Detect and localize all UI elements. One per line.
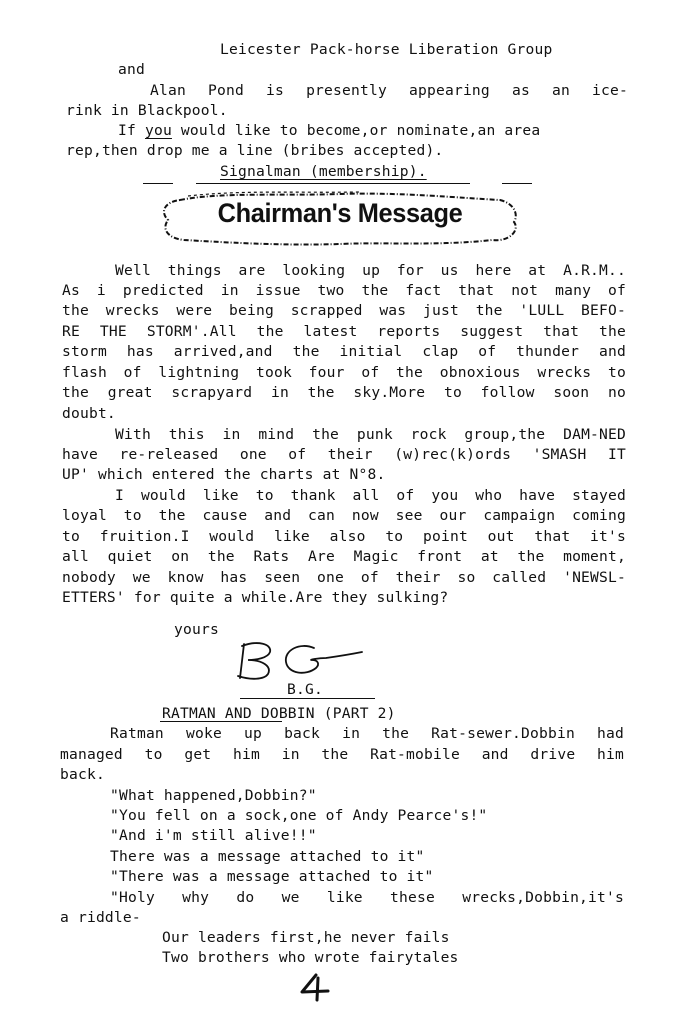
body-line: all quiet on the Rats Are Magic front at the moment, bbox=[62, 548, 626, 565]
body-line: I would like to thank all of you who have stayed bbox=[115, 487, 626, 504]
intro-line: Alan Pond is presently appearing as an ice- bbox=[150, 82, 628, 99]
body-line: UP' which entered the charts at N°8. bbox=[62, 466, 386, 483]
body-line: the wrecks were being scrapped was just the 'LULL BEFO- bbox=[62, 302, 626, 319]
divider-rule bbox=[502, 183, 532, 184]
page-number bbox=[296, 972, 332, 1002]
divider-rule bbox=[240, 698, 375, 699]
story-title: RATMAN AND DOBBIN (PART 2) bbox=[162, 705, 396, 722]
verse-line: Our leaders first,he never fails bbox=[162, 929, 450, 946]
banner-title: Chairman's Message bbox=[217, 198, 463, 228]
body-line: storm has arrived,and the initial clap of thunder and bbox=[62, 343, 626, 360]
body-line: Well things are looking up for us here at A.R.M.. bbox=[115, 262, 626, 279]
story-title-underline bbox=[160, 721, 282, 722]
story-line: managed to get him in the Rat-mobile and drive him bbox=[60, 746, 624, 763]
story-line: back. bbox=[60, 766, 105, 783]
body-line: have re-released one of their (w)rec(k)ords 'SMASH IT bbox=[62, 446, 626, 463]
chairmans-message-banner bbox=[160, 190, 520, 248]
riddle-line: a riddle- bbox=[60, 909, 141, 926]
intro-line: rink in Blackpool. bbox=[66, 102, 228, 119]
intro-line: If you would like to become,or nominate,an area bbox=[118, 122, 541, 139]
closing-yours: yours bbox=[174, 621, 219, 638]
intro-line: Leicester Pack-horse Liberation Group bbox=[220, 41, 553, 58]
body-line: the great scrapyard in the sky.More to follow soon no bbox=[62, 384, 626, 401]
body-line: nobody we know has seen one of their so called 'NEWSL- bbox=[62, 569, 626, 586]
body-line: loyal to the cause and can now see our campaign coming bbox=[62, 507, 626, 524]
body-line: RE THE STORM'.All the latest reports suggest that the bbox=[62, 323, 626, 340]
signoff-signalman: Signalman (membership). bbox=[220, 163, 427, 180]
body-line: ETTERS' for quite a while.Are they sulking? bbox=[62, 589, 449, 606]
divider-rule bbox=[196, 183, 470, 184]
dialogue-line: "There was a message attached to it" bbox=[110, 868, 434, 885]
dialogue-line: "And i'm still alive!!" bbox=[110, 827, 317, 844]
intro-line: rep,then drop me a line (bribes accepted). bbox=[66, 142, 444, 159]
dialogue-line: "What happened,Dobbin?" bbox=[110, 787, 317, 804]
initials: B.G. bbox=[287, 681, 323, 698]
dialogue-line: "You fell on a sock,one of Andy Pearce's!" bbox=[110, 807, 488, 824]
verse-line: Two brothers who wrote fairytales bbox=[162, 949, 459, 966]
body-line: With this in mind the punk rock group,the DAM-NED bbox=[115, 426, 626, 443]
divider-rule bbox=[143, 183, 173, 184]
body-line: flash of lightning took four of the obnoxious wrecks to bbox=[62, 364, 626, 381]
story-line: Ratman woke up back in the Rat-sewer.Dobbin had bbox=[110, 725, 624, 742]
intro-line: and bbox=[118, 61, 145, 78]
body-line: to fruition.I would like also to point out that it's bbox=[62, 528, 626, 545]
handwritten-signature bbox=[228, 636, 368, 682]
emphasis-you: you bbox=[144, 122, 172, 139]
body-line: doubt. bbox=[62, 405, 116, 422]
riddle-line: "Holy why do we like these wrecks,Dobbin,it's bbox=[110, 889, 624, 906]
body-line: As i predicted in issue two the fact that not many of bbox=[62, 282, 626, 299]
dialogue-line: There was a message attached to it" bbox=[110, 848, 425, 865]
